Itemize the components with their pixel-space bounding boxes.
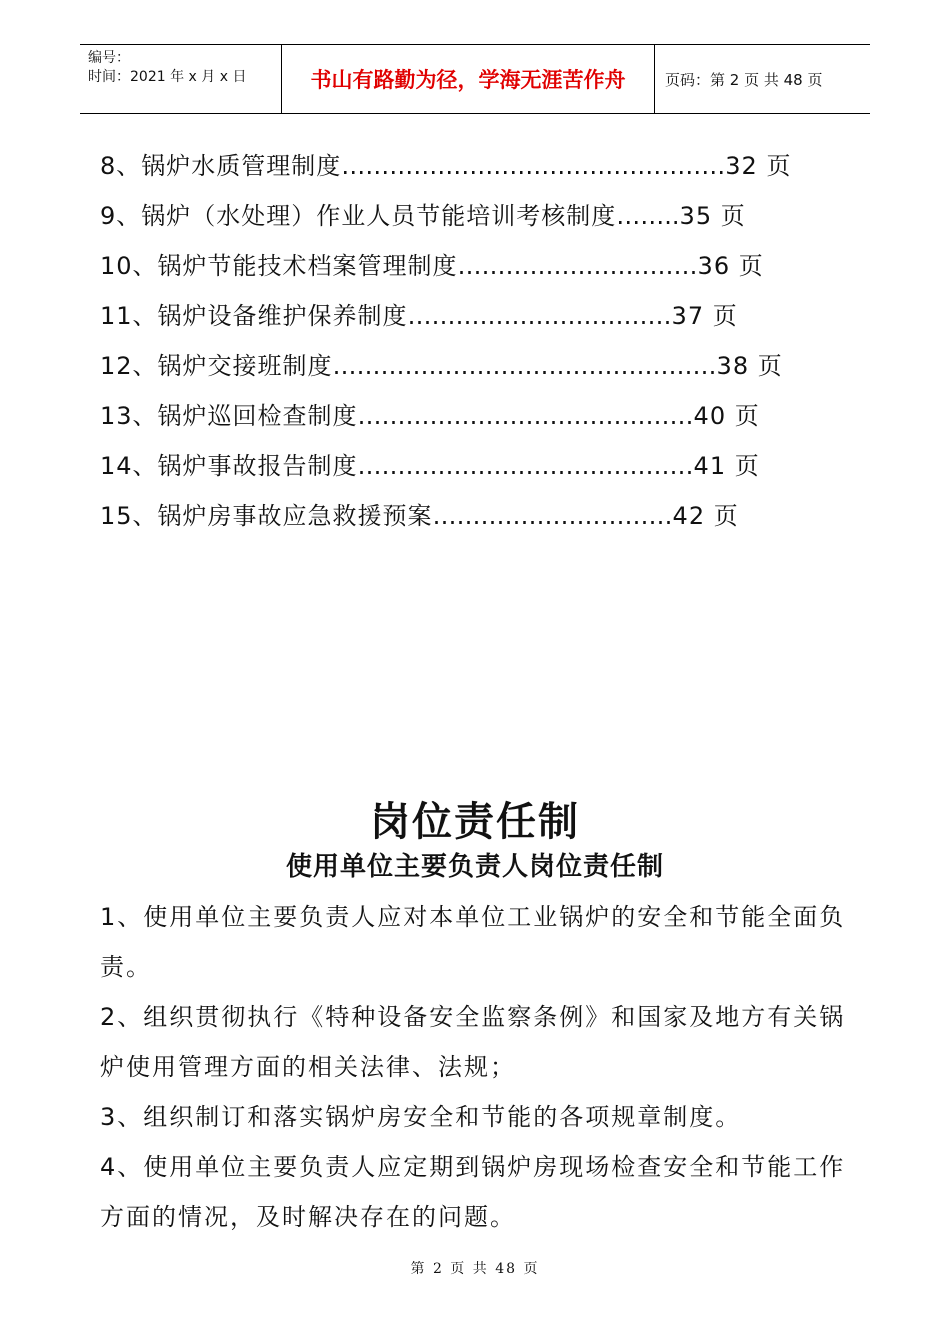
- toc-item-leader: …………………………………………: [341, 152, 726, 180]
- toc-item: [100, 446, 791, 496]
- toc-item-title: 15、锅炉房事故应急救援预案: [100, 502, 433, 530]
- toc-item-title: 14、锅炉事故报告制度: [100, 452, 358, 480]
- toc-item: [100, 296, 791, 346]
- toc-item-page: 36 页: [697, 252, 764, 280]
- toc-item-leader: ……..: [616, 202, 680, 230]
- section-body: [100, 892, 860, 1242]
- toc-item-leader: …………………………………………: [332, 352, 717, 380]
- toc-item: [100, 196, 791, 246]
- header-motto: 书山有路勤为径，学海无涯苦作舟: [281, 45, 655, 113]
- toc-item-page: 41 页: [693, 452, 760, 480]
- toc-item-page: 38 页: [716, 352, 783, 380]
- body-paragraph: 2、组织贯彻执行《特种设备安全监察条例》和国家及地方有关锅炉使用管理方面的相关法律、法规；: [100, 1003, 846, 1081]
- toc-item-leader: …………………………: [457, 252, 698, 280]
- toc-item: [100, 496, 791, 546]
- header-meta: [80, 45, 280, 117]
- doc-time-label: 时间：2021 年 x 月 x 日: [88, 69, 247, 85]
- toc-item-leader: ……………………………: [407, 302, 672, 330]
- toc-item: [100, 146, 791, 196]
- toc-item-title: 12、锅炉交接班制度: [100, 352, 333, 380]
- page-footer: 第 2 页 共 48 页: [410, 1261, 540, 1277]
- body-paragraph: 4、使用单位主要负责人应定期到锅炉房现场检查安全和节能工作方面的情况，及时解决存在的问题。: [100, 1153, 846, 1231]
- toc-item-title: 10、锅炉节能技术档案管理制度: [100, 252, 458, 280]
- table-of-contents: [100, 146, 791, 546]
- header-page-info: 页码：第 2 页 共 48 页: [665, 70, 823, 89]
- toc-item: [100, 246, 791, 296]
- toc-item: [100, 346, 791, 396]
- toc-item-page: 37 页: [671, 302, 738, 330]
- section-subtitle: 使用单位主要负责人岗位责任制: [285, 852, 664, 882]
- toc-item-leader: ……………………………………: [357, 452, 694, 480]
- page-header: [80, 44, 870, 114]
- toc-item-page: 35 页: [679, 202, 746, 230]
- section-title: 岗位责任制: [370, 799, 580, 845]
- toc-item-leader: …………………………: [432, 502, 673, 530]
- toc-item-title: 8、锅炉水质管理制度: [100, 152, 342, 180]
- toc-item-page: 32 页: [725, 152, 792, 180]
- body-paragraph: 1、使用单位主要负责人应对本单位工业锅炉的安全和节能全面负责。: [100, 903, 846, 981]
- body-paragraph: 3、组织制订和落实锅炉房安全和节能的各项规章制度。: [100, 1103, 742, 1131]
- toc-item-leader: ……………………………………: [357, 402, 694, 430]
- doc-number-label: 编号：: [88, 50, 130, 66]
- toc-item-page: 40 页: [693, 402, 760, 430]
- toc-item-title: 13、锅炉巡回检查制度: [100, 402, 358, 430]
- toc-item-title: 11、锅炉设备维护保养制度: [100, 302, 408, 330]
- toc-item: [100, 396, 791, 446]
- toc-item-page: 42 页: [672, 502, 739, 530]
- toc-item-title: 9、锅炉（水处理）作业人员节能培训考核制度: [100, 202, 617, 230]
